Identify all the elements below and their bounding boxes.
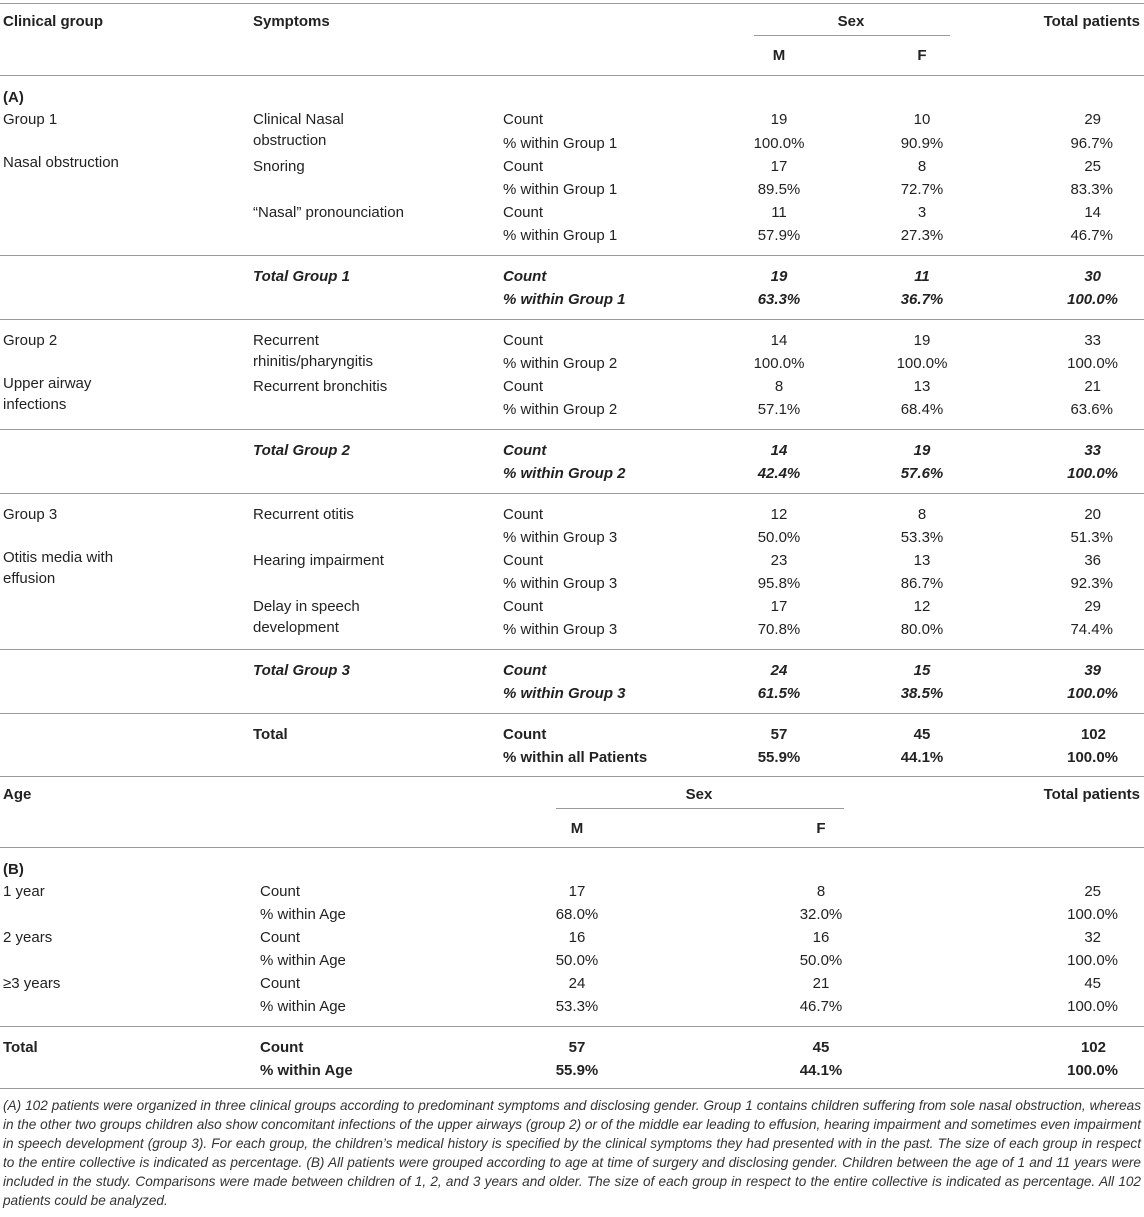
row-label: % within all Patients	[503, 749, 648, 766]
cell-f: 21	[812, 975, 830, 992]
cell-total: 32	[1084, 929, 1101, 946]
group-name: Group 1	[3, 111, 58, 128]
row-label: % within Age	[260, 952, 346, 969]
row-label: % within Group 1	[503, 135, 618, 152]
total-group-label: Total Group 2	[253, 442, 350, 459]
row-label: Count	[503, 662, 547, 679]
age-label: 2 years	[3, 929, 53, 946]
header-sex: Sex	[837, 13, 865, 30]
cell-total: 39	[1084, 662, 1101, 679]
row-label: Count	[503, 204, 544, 221]
row-label: % within Group 3	[503, 529, 618, 546]
cell-m: 17	[770, 158, 788, 175]
cell-f: 15	[913, 662, 931, 679]
cell-total: 33	[1084, 442, 1101, 459]
cell-m: 70.8%	[757, 621, 801, 638]
cell-m: 68.0%	[555, 906, 599, 923]
cell-m: 57.1%	[757, 401, 801, 418]
header-total-patients: Total patients	[1043, 13, 1140, 30]
rule-g1-total-end	[0, 319, 1144, 320]
rule-top	[0, 3, 1144, 4]
cell-m: 95.8%	[757, 575, 801, 592]
rule-header-a	[0, 75, 1144, 76]
row-label: Count	[503, 726, 547, 743]
header-m: M	[772, 47, 786, 64]
table-caption: (A) 102 patients were organized in three clinical groups according to predominant symptoms and disclosing gender. Group 1 contains children suffering from sole nasal obstruction, whereas in the other two groups children also show concomitant infections of the upper airways (group 2) or of the middle ear leading to effusion, hearing impairment and sometimes even impairment in speech development (group 3). For each group, the children’s medical history is specified by the clinical symptoms they had presented with in the past. The size of each group in respect to the entire collective is indicated as percentage. (B) All patients were grouped according to age at time of surgery and disclosing gender. Children between the age of 1 and 11 years were included in the study. Comparisons were made between children of 1, 2, and 3 years and older. The size of each group in respect to the entire collective is indicated as percentage. All 102 patients could be analyzed.	[3, 1098, 1141, 1208]
cell-m: 19	[770, 268, 788, 285]
row-label: % within Age	[260, 906, 346, 923]
symptom-label: Snoring	[253, 158, 305, 175]
cell-m: 63.3%	[757, 291, 801, 308]
row-label: % within Group 2	[503, 401, 618, 418]
cell-m: 11	[771, 204, 787, 221]
cell-m: 55.9%	[757, 749, 801, 766]
section-label-a: (A)	[3, 89, 24, 106]
cell-f: 100.0%	[896, 355, 948, 372]
cell-total: 100.0%	[1067, 749, 1118, 766]
row-label: Count	[503, 442, 547, 459]
cell-f: 53.3%	[900, 529, 944, 546]
cell-f: 32.0%	[799, 906, 843, 923]
cell-total: 29	[1084, 111, 1101, 128]
cell-f: 19	[913, 332, 931, 349]
cell-total: 100.0%	[1067, 906, 1118, 923]
cell-total: 21	[1084, 378, 1101, 395]
cell-total: 45	[1084, 975, 1101, 992]
cell-m: 57	[770, 726, 788, 743]
group-description: effusion	[3, 570, 56, 587]
cell-total: 25	[1084, 158, 1101, 175]
cell-f: 8	[917, 506, 927, 523]
cell-m: 12	[770, 506, 788, 523]
cell-total: 83.3%	[1070, 181, 1113, 198]
symptom-label: “Nasal” pronounciation	[253, 204, 404, 221]
cell-f: 45	[913, 726, 931, 743]
cell-f: 57.6%	[900, 465, 944, 482]
cell-total: 30	[1084, 268, 1101, 285]
cell-total: 92.3%	[1070, 575, 1113, 592]
cell-f: 80.0%	[900, 621, 944, 638]
cell-f: 11	[914, 268, 930, 285]
symptom-label: Recurrent	[253, 332, 319, 349]
cell-total: 74.4%	[1070, 621, 1113, 638]
cell-m: 57	[568, 1039, 586, 1056]
symptom-label: Delay in speech	[253, 598, 360, 615]
group-name: Group 2	[3, 332, 58, 349]
row-label: Count	[503, 598, 544, 615]
cell-total: 100.0%	[1067, 1062, 1118, 1079]
group-name: Group 3	[3, 506, 58, 523]
rule-table-b-end	[0, 1088, 1144, 1089]
total-label: Total	[253, 726, 288, 743]
symptom-label: development	[253, 619, 339, 636]
rule-table-a-end	[0, 776, 1144, 777]
cell-total: 25	[1084, 883, 1101, 900]
cell-f: 19	[913, 442, 931, 459]
cell-m: 19	[770, 111, 788, 128]
row-label: Count	[260, 883, 301, 900]
symptom-label: Hearing impairment	[253, 552, 384, 569]
cell-total: 100.0%	[1067, 685, 1118, 702]
cell-f: 50.0%	[799, 952, 843, 969]
cell-m: 14	[770, 332, 788, 349]
cell-total: 96.7%	[1070, 135, 1113, 152]
row-label: Count	[503, 552, 544, 569]
cell-m: 17	[568, 883, 586, 900]
row-label: Count	[503, 111, 544, 128]
rule-g2-total-end	[0, 493, 1144, 494]
cell-f: 3	[917, 204, 927, 221]
total-group-label: Total Group 1	[253, 268, 350, 285]
cell-f: 12	[913, 598, 931, 615]
row-label: % within Group 2	[503, 465, 626, 482]
group-description: infections	[3, 396, 67, 413]
total-group-label: Total Group 3	[253, 662, 350, 679]
group-description: Nasal obstruction	[3, 154, 119, 171]
cell-total: 29	[1084, 598, 1101, 615]
cell-m: 42.4%	[757, 465, 801, 482]
row-label: % within Group 3	[503, 685, 626, 702]
row-label: Count	[503, 378, 544, 395]
cell-total: 102	[1080, 726, 1106, 743]
cell-total: 100.0%	[1067, 465, 1118, 482]
cell-total: 14	[1084, 204, 1101, 221]
cell-total: 102	[1080, 1039, 1106, 1056]
group-description: Otitis media with	[3, 549, 114, 566]
rule-sex-b	[556, 808, 844, 809]
row-label: % within Age	[260, 998, 346, 1015]
cell-total: 63.6%	[1070, 401, 1113, 418]
cell-m: 100.0%	[753, 355, 805, 372]
age-label: 1 year	[3, 883, 45, 900]
symptom-label: obstruction	[253, 132, 327, 149]
header-symptoms: Symptoms	[253, 13, 330, 30]
cell-f: 68.4%	[900, 401, 944, 418]
age-label: ≥3 years	[3, 975, 61, 992]
row-label: % within Group 2	[503, 355, 618, 372]
cell-m: 14	[770, 442, 788, 459]
section-label-b: (B)	[3, 861, 24, 878]
cell-f: 90.9%	[900, 135, 944, 152]
row-label: % within Group 3	[503, 575, 618, 592]
cell-total: 20	[1084, 506, 1101, 523]
header-sex: Sex	[685, 786, 713, 803]
row-label: Count	[503, 268, 547, 285]
rule-g3-end	[0, 649, 1144, 650]
header-age: Age	[3, 786, 32, 803]
cell-f: 46.7%	[799, 998, 843, 1015]
cell-total: 51.3%	[1070, 529, 1113, 546]
row-label: Count	[503, 506, 544, 523]
cell-m: 50.0%	[757, 529, 801, 546]
cell-total: 100.0%	[1067, 355, 1118, 372]
cell-total: 36	[1084, 552, 1101, 569]
cell-f: 16	[812, 929, 830, 946]
cell-m: 89.5%	[757, 181, 801, 198]
row-label: Count	[260, 1039, 304, 1056]
rule-b-groups-end	[0, 1026, 1144, 1027]
symptom-label: Recurrent otitis	[253, 506, 354, 523]
cell-f: 13	[913, 552, 931, 569]
cell-f: 45	[812, 1039, 830, 1056]
cell-f: 8	[917, 158, 927, 175]
cell-total: 33	[1084, 332, 1101, 349]
cell-m: 8	[774, 378, 784, 395]
rule-g3-total-end	[0, 713, 1144, 714]
cell-f: 72.7%	[900, 181, 944, 198]
cell-m: 53.3%	[555, 998, 599, 1015]
cell-m: 24	[770, 662, 788, 679]
row-label: Count	[260, 929, 301, 946]
row-label: Count	[260, 975, 301, 992]
header-clinical-group: Clinical group	[3, 13, 104, 30]
cell-total: 100.0%	[1067, 291, 1118, 308]
cell-f: 44.1%	[799, 1062, 843, 1079]
row-label: % within Group 1	[503, 181, 618, 198]
total-label: Total	[3, 1039, 38, 1056]
header-f: F	[917, 47, 927, 64]
rule-sex-a	[754, 35, 950, 36]
cell-total: 100.0%	[1067, 952, 1118, 969]
cell-f: 13	[913, 378, 931, 395]
cell-f: 86.7%	[900, 575, 944, 592]
cell-m: 24	[568, 975, 586, 992]
cell-f: 36.7%	[900, 291, 944, 308]
rule-header-b	[0, 847, 1144, 848]
row-label: Count	[503, 332, 544, 349]
rule-g2-end	[0, 429, 1144, 430]
row-label: % within Group 3	[503, 621, 618, 638]
symptom-label: Clinical Nasal	[253, 111, 344, 128]
header-m: M	[570, 820, 584, 837]
row-label: % within Group 1	[503, 227, 618, 244]
row-label: % within Group 1	[503, 291, 626, 308]
cell-m: 61.5%	[757, 685, 801, 702]
cell-m: 100.0%	[753, 135, 805, 152]
cell-m: 57.9%	[757, 227, 801, 244]
row-label: % within Age	[260, 1062, 353, 1079]
cell-f: 27.3%	[900, 227, 944, 244]
cell-m: 17	[770, 598, 788, 615]
cell-f: 8	[816, 883, 826, 900]
cell-total: 46.7%	[1070, 227, 1113, 244]
header-f: F	[816, 820, 826, 837]
cell-f: 10	[913, 111, 931, 128]
cell-total: 100.0%	[1067, 998, 1118, 1015]
cell-m: 50.0%	[555, 952, 599, 969]
cell-f: 38.5%	[900, 685, 944, 702]
symptom-label: Recurrent bronchitis	[253, 378, 388, 395]
row-label: Count	[503, 158, 544, 175]
header-total-patients: Total patients	[1043, 786, 1140, 803]
symptom-label: rhinitis/pharyngitis	[253, 353, 374, 370]
cell-m: 23	[770, 552, 788, 569]
cell-f: 44.1%	[900, 749, 944, 766]
cell-m: 16	[568, 929, 586, 946]
rule-g1-end	[0, 255, 1144, 256]
group-description: Upper airway	[3, 375, 92, 392]
cell-m: 55.9%	[555, 1062, 599, 1079]
